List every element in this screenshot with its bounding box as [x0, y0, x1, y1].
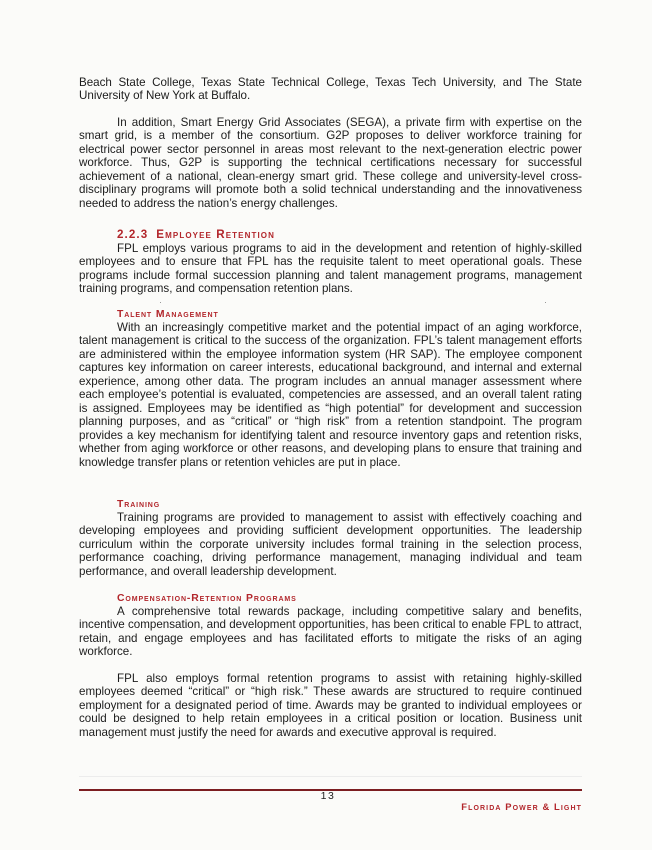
scan-speck	[545, 302, 546, 303]
paragraph-training: Training programs are provided to management to assist with effectively coaching and developing employees and providing sufficient development opportunities. The leadership curriculum within the corporate university includes formal training in the selection process, performance coaching, driving performance management, managing individual and team performance, and overall leadership development.	[79, 511, 582, 578]
section-heading	[79, 228, 582, 242]
subsection-heading-talent: Talent Management	[117, 309, 219, 320]
paragraph-retention-intro: FPL employs various programs to aid in the development and retention of highly-skilled employees and to ensure that FPL has the requisite talent to meet operational goals. These programs include formal succession planning and talent management programs, management training programs, and compensation retention plans.	[79, 242, 582, 296]
subsection-heading-compensation: Compensation-Retention Programs	[117, 593, 297, 604]
paragraph-sega: In addition, Smart Energy Grid Associates (SEGA), a private firm with expertise on the smart grid, is a member of the consortium. G2P proposes to deliver workforce training for electrical power sector personnel in areas most relevant to the next-generation electric power workforce. Thus, G2P is supporting the technical certifications necessary for successful achievement of a national, clean-energy smart grid. These college and university-level cross-disciplinary programs will promote both a solid technical understanding and the innovativeness needed to address the nation’s energy challenges.	[79, 115, 582, 210]
section-number: 2.2.3	[117, 228, 149, 241]
body-text-top	[79, 76, 582, 210]
section-employee-retention	[79, 228, 582, 296]
paragraph-talent-management: With an increasingly competitive market and the potential impact of an aging workforce, talent management is critical to the success of the organization. FPL’s talent management efforts are administered within the employee information system (HR SAP). The employee component captures key information on career interests, educational background, and internal and external experience, among other data. The program includes an annual manager assessment where each employee’s potential is evaluated, competencies are assessed, and an overall talent rating is assigned. Employees may be identified as “high potential” for development and succession planning purposes, and as “critical” or “high risk” from a retention standpoint. The program provides a key mechanism for identifying talent and resource inventory gaps and retention risks, whether from aging workforce or other reasons, and developing plans to ensure that training and knowledge transfer plans or retention vehicles are put in place.	[79, 321, 582, 469]
subsection-compensation	[79, 593, 582, 739]
subsection-talent-management	[79, 309, 582, 469]
subsection-training	[79, 499, 582, 578]
paragraph-rewards: A comprehensive total rewards package, including competitive salary and benefits, incentive compensation, and development opportunities, has been critical to enable FPL to attract, retain, and engage employees and has facilitated efforts to mitigate the risks of an aging workforce.	[79, 605, 582, 659]
paragraph-continuation: Beach State College, Texas State Technical College, Texas Tech University, and The State University of New York at Buffalo.	[79, 76, 582, 103]
section-title: Employee Retention	[156, 228, 275, 241]
page-number: 13	[320, 790, 336, 802]
faint-scan-line	[79, 776, 582, 777]
paragraph-retention-programs: FPL also employs formal retention programs to assist with retaining highly-skilled employees deemed “critical” or “high risk.” These awards are structured to require continued employment for a designated period of time. Awards may be granted to individual employees or could be designed to help retain employees in a critical position or location. Business unit management must justify the need for awards and executive approval is required.	[79, 671, 582, 739]
footer-company-name: Florida Power & Light	[461, 801, 582, 812]
subsection-heading-training: Training	[117, 499, 161, 510]
scan-speck	[160, 302, 161, 303]
